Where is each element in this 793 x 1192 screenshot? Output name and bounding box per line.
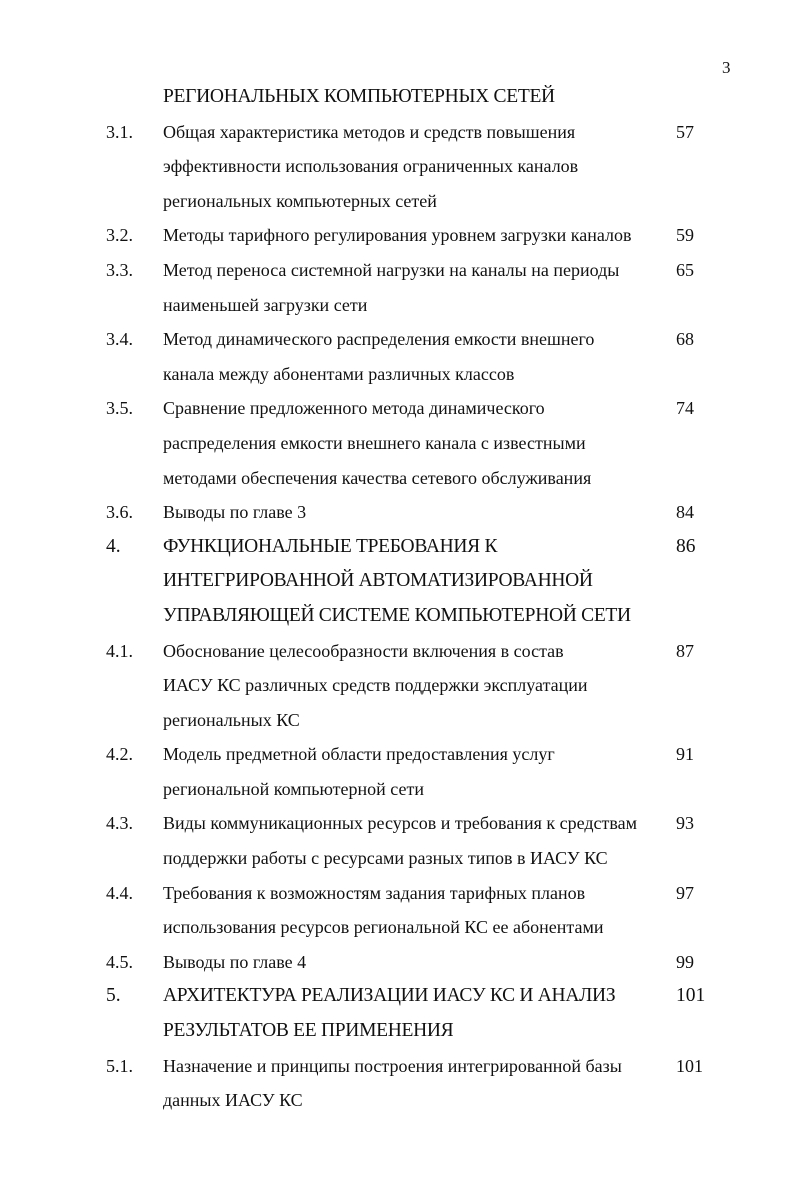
- toc-line: [0, 1049, 793, 1084]
- table-of-contents: [0, 80, 793, 1118]
- toc-entry-number: 4.4.: [106, 882, 133, 903]
- toc-entry-title: региональных компьютерных сетей: [163, 190, 437, 211]
- toc-line: [0, 772, 793, 807]
- toc-entry-title: региональных КС: [163, 709, 300, 730]
- toc-entry-title: Общая характеристика методов и средств повышения: [163, 121, 576, 142]
- toc-entry-title: региональной компьютерной сети: [163, 778, 424, 799]
- toc-entry-number: 3.6.: [106, 502, 133, 523]
- toc-entry-number: 3.4.: [106, 329, 133, 350]
- toc-line: [0, 841, 793, 876]
- toc-line: [0, 115, 793, 150]
- toc-entry-title: Обоснование целесообразности включения в состав: [163, 640, 564, 661]
- toc-entry-number: 3.3.: [106, 259, 133, 280]
- toc-entry-page: 101: [676, 985, 706, 1007]
- toc-line: [0, 149, 793, 184]
- toc-entry-title: Выводы по главе 4: [163, 951, 307, 972]
- page-number: 3: [722, 58, 731, 77]
- toc-entry-title: ФУНКЦИОНАЛЬНЫЕ ТРЕБОВАНИЯ К: [163, 535, 498, 557]
- toc-line: [0, 184, 793, 219]
- toc-line: [0, 668, 793, 703]
- toc-entry-title: Сравнение предложенного метода динамического: [163, 398, 545, 419]
- toc-line: [0, 253, 793, 288]
- toc-line: [0, 322, 793, 357]
- toc-entry-title: Модель предметной области предоставления услуг: [163, 744, 555, 765]
- toc-line: [0, 288, 793, 323]
- toc-entry-title: наименьшей загрузки сети: [163, 294, 368, 315]
- toc-entry-page: 86: [676, 535, 696, 557]
- toc-entry-title: РЕГИОНАЛЬНЫХ КОМПЬЮТЕРНЫХ СЕТЕЙ: [163, 86, 555, 107]
- toc-entry-title: Виды коммуникационных ресурсов и требования к средствам: [163, 813, 637, 834]
- toc-entry-title: Метод переноса системной нагрузки на каналы на периоды: [163, 259, 620, 280]
- toc-line: [0, 876, 793, 911]
- toc-chapter-line: [0, 1014, 793, 1049]
- toc-entry-page: 74: [676, 398, 694, 419]
- toc-line: [0, 426, 793, 461]
- toc-entry-title: Выводы по главе 3: [163, 502, 307, 523]
- toc-line: [0, 945, 793, 980]
- toc-chapter-line: [0, 80, 793, 115]
- toc-line: [0, 910, 793, 945]
- toc-entry-title: методами обеспечения качества сетевого обслуживания: [163, 467, 592, 488]
- toc-entry-title: Назначение и принципы построения интегрированной базы: [163, 1055, 622, 1076]
- toc-entry-number: 5.: [106, 985, 121, 1007]
- toc-line: [0, 634, 793, 669]
- toc-line: [0, 391, 793, 426]
- toc-entry-title: ИАСУ КС различных средств поддержки эксплуатации: [163, 675, 588, 696]
- toc-entry-page: 84: [676, 502, 694, 523]
- toc-entry-title: УПРАВЛЯЮЩЕЙ СИСТЕМЕ КОМПЬЮТЕРНОЙ СЕТИ: [163, 604, 631, 626]
- toc-entry-page: 59: [676, 225, 694, 246]
- toc-entry-page: 68: [676, 329, 694, 350]
- toc-entry-title: поддержки работы с ресурсами разных типов в ИАСУ КС: [163, 848, 608, 869]
- toc-entry-page: 87: [676, 640, 694, 661]
- toc-line: [0, 461, 793, 496]
- toc-entry-page: 93: [676, 813, 694, 834]
- toc-entry-number: 5.1.: [106, 1055, 133, 1076]
- toc-entry-title: Методы тарифного регулирования уровнем загрузки каналов: [163, 225, 632, 246]
- toc-entry-title: Требования к возможностям задания тарифных планов: [163, 882, 586, 903]
- toc-line: [0, 1083, 793, 1118]
- toc-entry-title: ИНТЕГРИРОВАННОЙ АВТОМАТИЗИРОВАННОЙ: [163, 570, 593, 592]
- toc-entry-title: канала между абонентами различных классов: [163, 363, 515, 384]
- toc-line: [0, 495, 793, 530]
- toc-entry-number: 3.5.: [106, 398, 133, 419]
- toc-entry-title: АРХИТЕКТУРА РЕАЛИЗАЦИИ ИАСУ КС И АНАЛИЗ: [163, 985, 616, 1007]
- toc-entry-number: 4.1.: [106, 640, 133, 661]
- toc-line: [0, 218, 793, 253]
- toc-entry-page: 65: [676, 259, 694, 280]
- toc-entry-number: 4.3.: [106, 813, 133, 834]
- toc-chapter-line: [0, 599, 793, 634]
- toc-chapter-line: [0, 979, 793, 1014]
- toc-entry-title: эффективности использования ограниченных каналов: [163, 156, 579, 177]
- toc-entry-number: 4.: [106, 535, 121, 557]
- toc-entry-title: Метод динамического распределения емкости внешнего: [163, 329, 595, 350]
- toc-entry-page: 101: [676, 1055, 703, 1076]
- toc-line: [0, 806, 793, 841]
- toc-chapter-line: [0, 564, 793, 599]
- toc-entry-title: использования ресурсов региональной КС ее абонентами: [163, 917, 604, 938]
- toc-line: [0, 703, 793, 738]
- toc-entry-number: 3.1.: [106, 121, 133, 142]
- toc-entry-number: 4.5.: [106, 951, 133, 972]
- toc-chapter-line: [0, 530, 793, 565]
- toc-line: [0, 737, 793, 772]
- toc-entry-number: 3.2.: [106, 225, 133, 246]
- toc-entry-page: 99: [676, 951, 694, 972]
- toc-entry-page: 57: [676, 121, 694, 142]
- toc-entry-title: распределения емкости внешнего канала с известными: [163, 432, 586, 453]
- toc-entry-page: 91: [676, 744, 694, 765]
- toc-entry-number: 4.2.: [106, 744, 133, 765]
- toc-line: [0, 357, 793, 392]
- toc-entry-page: 97: [676, 882, 694, 903]
- toc-entry-title: РЕЗУЛЬТАТОВ ЕЕ ПРИМЕНЕНИЯ: [163, 1020, 454, 1042]
- toc-entry-title: данных ИАСУ КС: [163, 1090, 303, 1111]
